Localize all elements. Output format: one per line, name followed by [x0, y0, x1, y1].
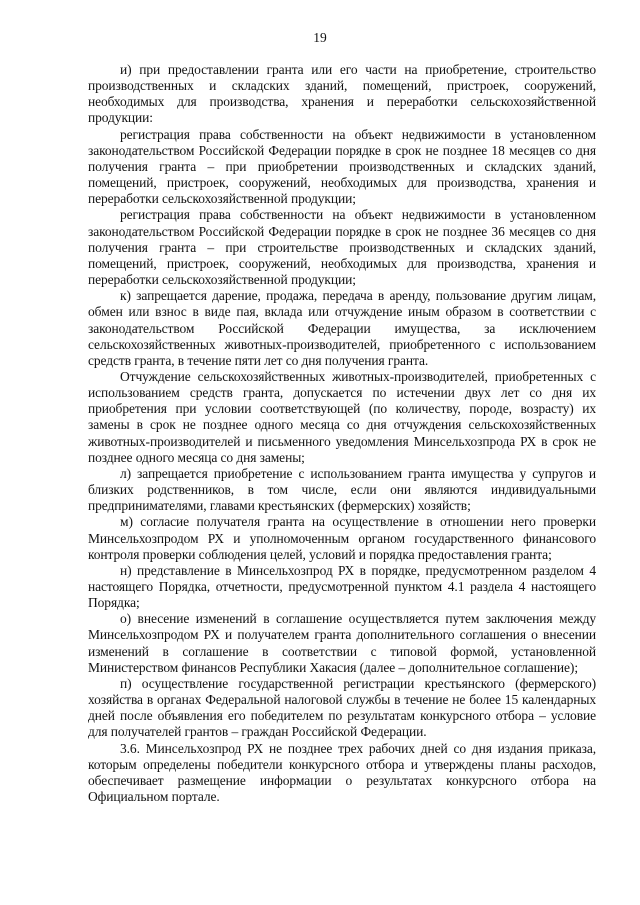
- paragraph: л) запрещается приобретение с использованием гранта имущества у супругов и близких родственников, в том числе, если они являются индивидуальными предпринимателями, главами крестьянских (фермерских) хозяйств;: [88, 465, 596, 514]
- paragraph: п) осуществление государственной регистрации крестьянского (фермерского) хозяйства в органах Федеральной налоговой службы в течение не более 15 календарных дней после объявления его победителем по результатам конкурсного отбора – условие для получателей грантов – граждан Российской Федерации.: [88, 675, 596, 740]
- paragraph: Отчуждение сельскохозяйственных животных-производителей, приобретенных с использованием средств гранта, допускается по истечении двух лет со дня их приобретения при условии соответствующей (по количеству, породе, возрасту) их замены в срок не позднее одного месяца со дня отчуждения сельскохозяйственных животных-производителей и письменного уведомления Минсельхозпрода РХ в срок не позднее одного месяца со дня замены;: [88, 368, 596, 465]
- paragraph: регистрация права собственности на объект недвижимости в установленном законодательством Российской Федерации порядке в срок не позднее 18 месяцев со дня получения гранта – при приобретении производственных и складских зданий, помещений, пристроек, сооружений, необходимых для производства, хранения и переработки сельскохозяйственной продукции;: [88, 126, 596, 207]
- paragraph: регистрация права собственности на объект недвижимости в установленном законодательством Российской Федерации порядке в срок не позднее 36 месяцев со дня получения гранта – при строительстве производственных и складских зданий, помещений, пристроек, сооружений, необходимых для производства, хранения и переработки сельскохозяйственной продукции;: [88, 207, 596, 288]
- paragraph: н) представление в Минсельхозпрод РХ в порядке, предусмотренном разделом 4 настоящего Порядка, отчетности, предусмотренной пунктом 4.1 раздела 4 настоящего Порядка;: [88, 562, 596, 611]
- paragraph: о) внесение изменений в соглашение осуществляется путем заключения между Минсельхозпродом РХ и получателем гранта дополнительного соглашения о внесении изменений в соглашение в соответствии с типовой формой, установленной Министерством финансов Республики Хакасия (далее – дополнительное соглашение);: [88, 611, 596, 675]
- paragraph: 3.6. Минсельхозпрод РХ не позднее трех рабочих дней со дня издания приказа, которым определены победители конкурсного отбора и утверждены планы расходов, обеспечивает размещение информации о результатах конкурсного отбора на Официальном портале.: [88, 740, 596, 805]
- paragraph: и) при предоставлении гранта или его части на приобретение, строительство производственных и складских зданий, помещений, пристроек, сооружений, необходимых для производства, хранения и переработки сельскохозяйственной продукции:: [88, 62, 596, 126]
- paragraph: к) запрещается дарение, продажа, передача в аренду, пользование другим лицам, обмен или взнос в виде пая, вклада или отчуждение иным образом в соответствии с законодательством Российской Федерации имущества, за исключением сельскохозяйственных животных-производителей, приобретенного с использованием средств гранта, в течение пяти лет со дня получения гранта.: [88, 288, 596, 368]
- document-body: [88, 62, 596, 805]
- page-number: 19: [313, 30, 327, 45]
- paragraph: м) согласие получателя гранта на осуществление в отношении него проверки Минсельхозпродом РХ и уполномоченным органом государственного финансового контроля проверки соблюдения целей, условий и порядка предоставления гранта;: [88, 514, 596, 562]
